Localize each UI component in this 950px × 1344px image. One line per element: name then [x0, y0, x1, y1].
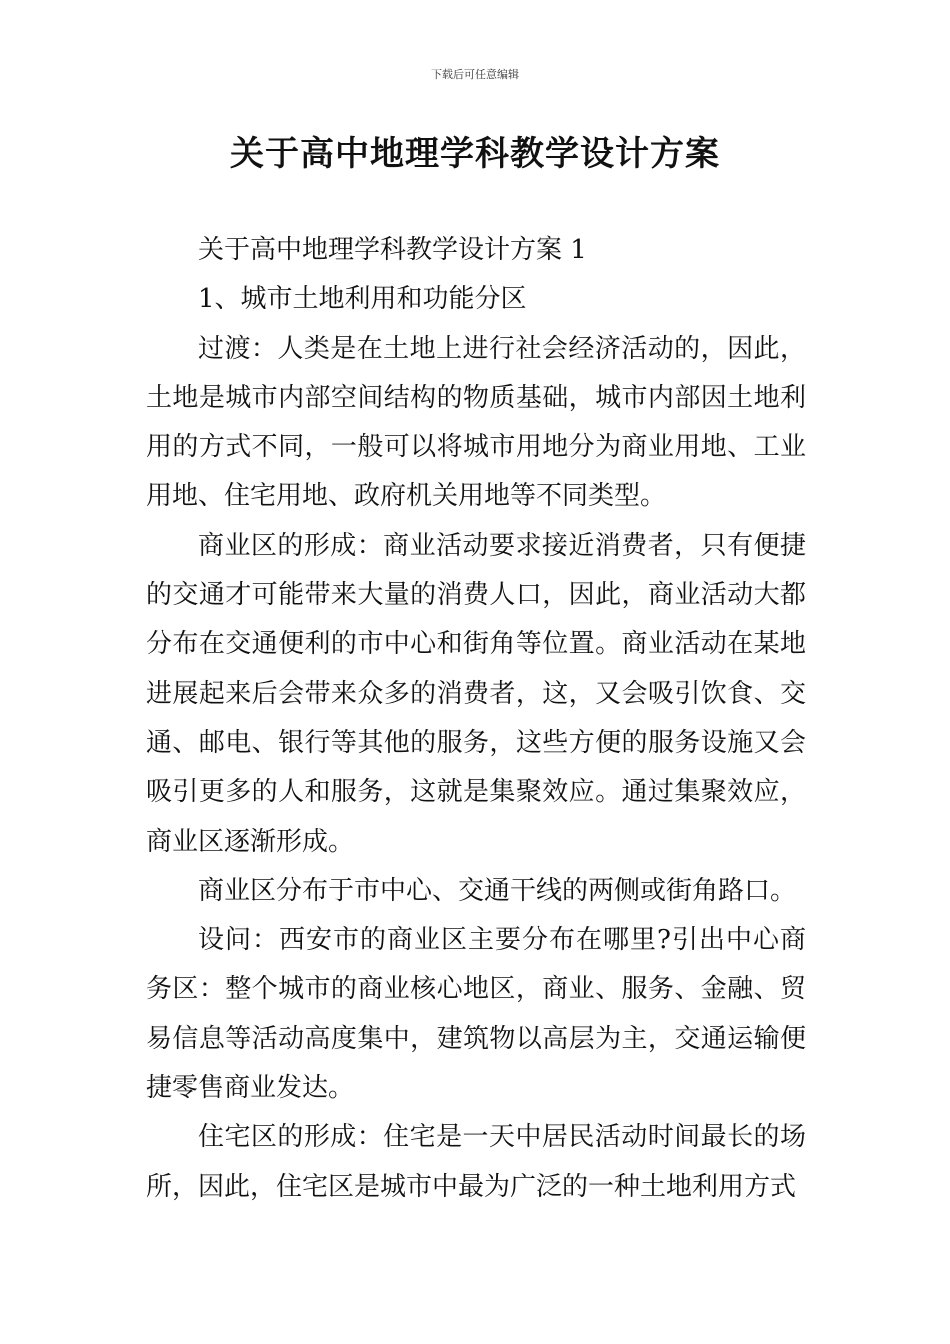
- paragraph-section-heading: 关于高中地理学科教学设计方案 1: [198, 235, 587, 265]
- paragraph-commercial-formation: 商业区的形成：商业活动要求接近消费者，只有便捷的交通才可能带来大量的消费人口，因此，商业活动大都分布在交通便利的市中心和街角等位置。商业活动在某地进展起来后会带来众多的消费者，这，又会吸引饮食、交通、邮电、银行等其他的服务，这些方便的服务设施又会吸引更多的人和服务，这就是集聚效应。通过集聚效应，商业区逐渐形成。: [146, 530, 806, 857]
- paragraph-subheading: 1、城市土地利用和功能分区: [198, 284, 527, 315]
- document-body: [146, 226, 806, 1212]
- paragraph-question-cbd: 设问：西安市的商业区主要分布在哪里?引出中心商务区：整个城市的商业核心地区，商业、服务、金融、贸易信息等活动高度集中，建筑物以高层为主，交通运输便捷零售商业发达。: [146, 925, 806, 1104]
- document-title: 关于高中地理学科教学设计方案: [230, 134, 720, 174]
- paragraph-transition: 过渡：人类是在土地上进行社会经济活动的，因此，土地是城市内部空间结构的物质基础，城市内部因土地利用的方式不同，一般可以将城市用地分为商业用地、工业用地、住宅用地、政府机关用地等不同类型。: [146, 333, 806, 512]
- header-note: 下载后可任意编辑: [431, 68, 519, 81]
- paragraph-residential-formation: 住宅区的形成：住宅是一天中居民活动时间最长的场所，因此，住宅区是城市中最为广泛的一种土地利用方式: [146, 1122, 806, 1202]
- paragraph-commercial-distribution: 商业区分布于市中心、交通干线的两侧或街角路口。: [198, 875, 797, 906]
